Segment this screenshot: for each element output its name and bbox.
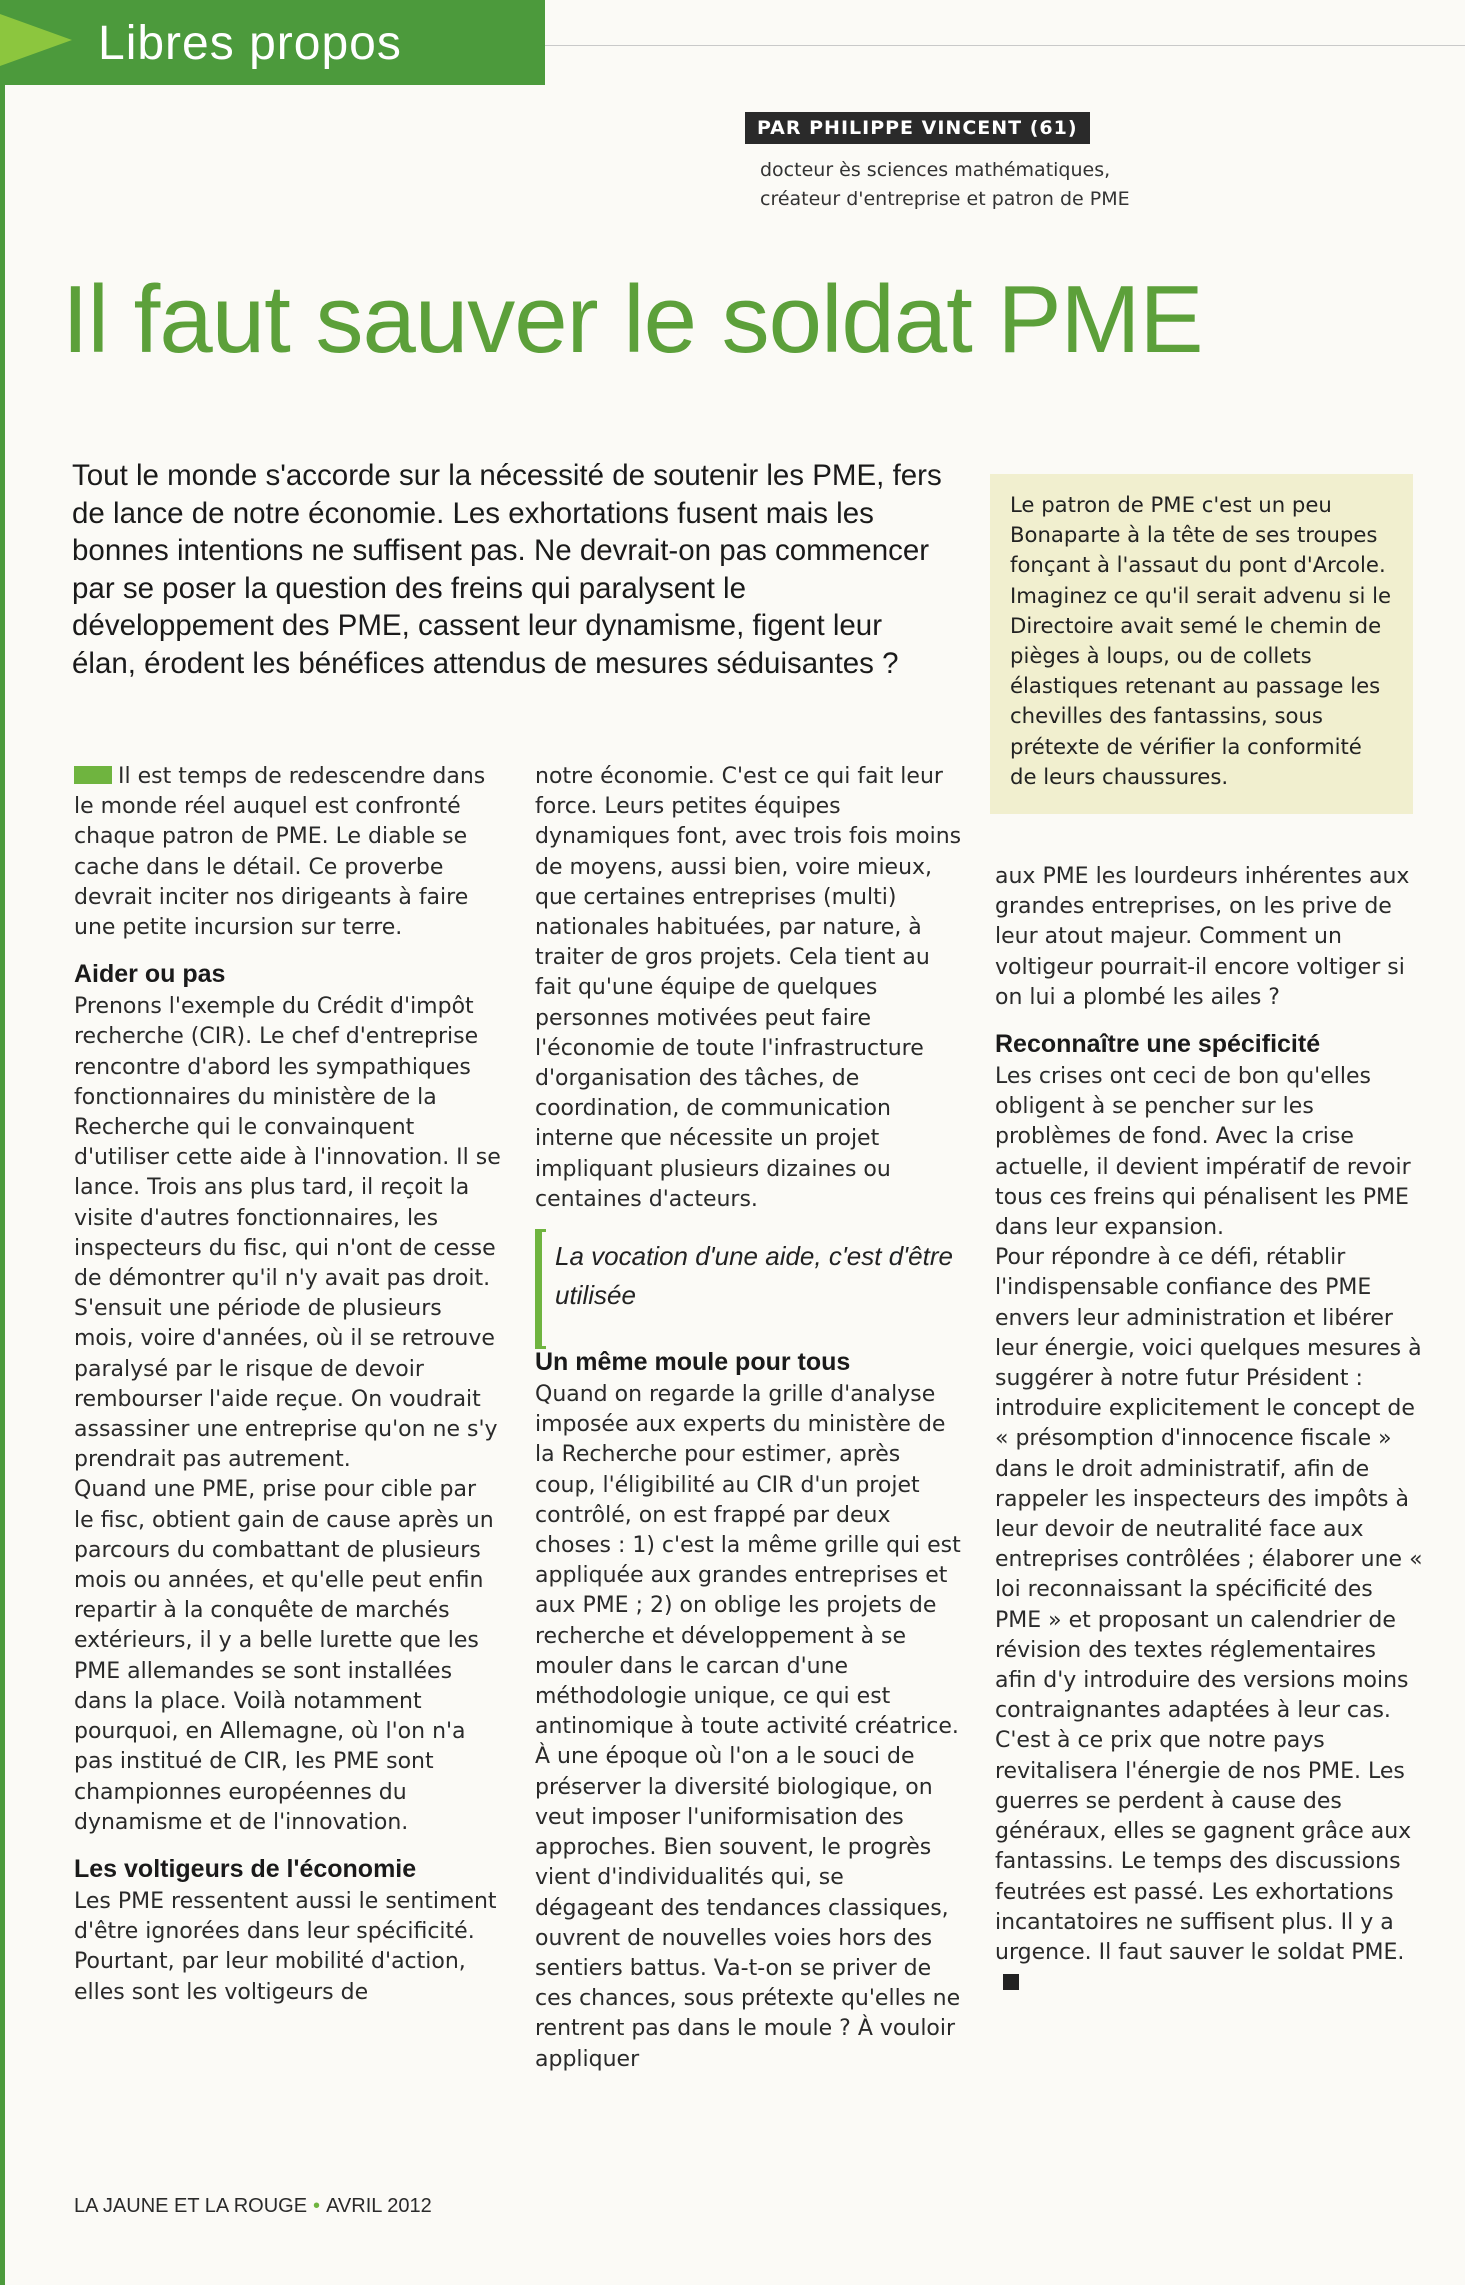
pull-quote-text: La vocation d'une aide, c'est d'être utilisée bbox=[555, 1241, 953, 1311]
author-desc-line: créateur d'entreprise et patron de PME bbox=[760, 188, 1130, 210]
bullet-icon: • bbox=[313, 2195, 321, 2217]
bracket-icon bbox=[535, 1229, 546, 1349]
intro-text: Il est temps de redescendre dans le monde réel auquel est confronté chaque patron de PME. Le diable se cache dans le détail. Ce proverbe devrait inciter nos dirigeants à faire une petite incursion sur terre. bbox=[74, 764, 486, 941]
footer-date: AVRIL 2012 bbox=[326, 2195, 432, 2217]
paragraph: aux PME les lourdeurs inhérentes aux grandes entreprises, on les prive de leur atout majeur. Comment un voltigeur pourrait-il encore voltiger si on lui a plombé les ailes ? bbox=[995, 864, 1410, 1010]
column-3 bbox=[995, 862, 1423, 1998]
author-description bbox=[760, 156, 1360, 214]
intro-paragraph bbox=[74, 762, 502, 943]
end-mark-icon bbox=[1003, 1974, 1019, 1990]
sidebar-quote-box bbox=[990, 474, 1413, 814]
paragraph: Les PME ressentent aussi le sentiment d'être ignorées dans leur spécificité. Pourtant, par leur mobilité d'action, elles sont les voltigeurs de bbox=[74, 1888, 497, 2005]
section-heading: Les voltigeurs de l'économie bbox=[74, 1854, 417, 1883]
author-label: PAR PHILIPPE VINCENT (61) bbox=[745, 112, 1090, 144]
paragraph: notre économie. C'est ce qui fait leur force. Leurs petites équipes dynamiques font, avec trois fois moins de moyens, aussi bien, voire mieux, que certaines entreprises (multi) nationales habituées, par nature, à traiter de gros projets. Cela tient au fait qu'une équipe de quelques personnes motivées peut faire l'économie de toute l'infrastructure d'organisation des tâches, de coordination, de communication interne que nécessite un projet impliquant plusieurs dizaines ou centaines d'acteurs. bbox=[535, 764, 962, 1212]
article-headline: Il faut sauver le soldat PME bbox=[62, 266, 1203, 373]
page-footer bbox=[74, 2195, 432, 2218]
closing-text: Pour répondre à ce défi, rétablir l'indispensable confiance des PME envers leur administration et libérer leur énergie, voici quelques mesures à suggérer à notre futur Président : introduire explicitement le concept de « présomption d'innocence fiscale » dans le droit administratif, afin de rappeler les inspecteurs des impôts à leur devoir de neutralité face aux entreprises contrôlées ; élaborer une « loi reconnaissant la spécificité des PME » et proposant un calendrier de révision des textes réglementaires afin d'y introduire des versions moins contraignantes adaptées à leur cas. C'est à ce prix que notre pays revitalisera l'énergie de nos PME. Les guerres se perdent à cause des généraux, elles se gagnent grâce aux fantassins. Le temps des discussions feutrées est passé. Les exhortations incantatoires ne suffisent plus. Il y a urgence. Il faut sauver le soldat PME. bbox=[995, 1245, 1423, 1965]
author-desc-line: docteur ès sciences mathématiques, bbox=[760, 159, 1111, 181]
section-heading: Reconnaître une spécificité bbox=[995, 1030, 1321, 1059]
green-square-icon bbox=[74, 766, 112, 784]
section-heading: Un même moule pour tous bbox=[535, 1348, 851, 1377]
paragraph: Quand on regarde la grille d'analyse imposée aux experts du ministère de la Recherche pour estimer, après coup, l'éligibilité au CIR d'un projet contrôlé, on est frappé par deux choses : 1) c'est la même grille qui est appliquée aux grandes entreprises et aux PME ; 2) on oblige les projets de recherche et développement à se mouler dans le carcan d'une méthodologie unique, ce qui est antinomique à toute activité créatrice. À une époque où l'on a le souci de préserver la diversité biologique, on veut imposer l'uniformisation des approches. Bien souvent, le progrès vient d'individualités qui, se dégageant des tendances classiques, ouvrent de nouvelles voies hors des sentiers battus. Va-t-on se priver de ces chances, sous prétexte qu'elles ne rentrent pas dans le moule ? À vouloir appliquer bbox=[535, 1382, 961, 2072]
footer-publication: LA JAUNE ET LA ROUGE bbox=[74, 2195, 308, 2217]
closing-paragraph bbox=[995, 1243, 1423, 1998]
page-edge-bar bbox=[0, 85, 5, 2285]
article-lead: Tout le monde s'accorde sur la nécessité de soutenir les PME, fers de lance de notre économie. Les exhortations fusent mais les bonnes intentions ne suffisent pas. Ne devrait-on pas commencer par se poser la question des freins qui paralysent le développement des PME, cassent leur dynamisme, figent leur élan, érodent les bénéfices attendus de mesures séduisantes ? bbox=[72, 459, 942, 680]
paragraph: Prenons l'exemple du Crédit d'impôt recherche (CIR). Le chef d'entreprise rencontre d'abord les sympathiques fonctionnaires du ministère de la Recherche qui le convainquent d'utiliser cette aide à l'innovation. Il se lance. Trois ans plus tard, il reçoit la visite d'autres fonctionnaires, les inspecteurs du fisc, qui n'ont de cesse de démontrer qu'il n'y avait pas droit. S'ensuit une période de plusieurs mois, voire d'années, où il se retrouve paralysé par le risque de devoir rembourser l'aide reçue. On voudrait assassiner une entreprise qu'on ne s'y prendrait pas autrement. bbox=[74, 994, 501, 1473]
column-2 bbox=[535, 762, 963, 2075]
section-heading: Aider ou pas bbox=[74, 960, 226, 989]
rubric-arrow-icon bbox=[0, 14, 72, 66]
paragraph: Quand une PME, prise pour cible par le fisc, obtient gain de cause après un parcours du combattant de plusieurs mois ou années, et qu'elle peut enfin repartir à la conquête de marchés extérieurs, il y a belle lurette que les PME allemandes se sont installées dans la place. Voilà notamment pourquoi, en Allemagne, où l'on n'a pas institué de CIR, les PME sont championnes européennes du dynamisme et de l'innovation. bbox=[74, 1477, 494, 1835]
rubric-title: Libres propos bbox=[98, 17, 402, 70]
sidebar-quote-text: Le patron de PME c'est un peu Bonaparte à la tête de ses troupes fonçant à l'assaut du pont d'Arcole. Imaginez ce qu'il serait advenu si le Directoire avait semé le chemin de pièges à loups, ou de collets élastiques retenant au passage les chevilles des fantassins, sous prétexte de vérifier la conformité de leurs chaussures. bbox=[1010, 492, 1392, 789]
pull-quote bbox=[535, 1237, 963, 1315]
paragraph: Les crises ont ceci de bon qu'elles obligent à se pencher sur les problèmes de fond. Avec la crise actuelle, il devient impératif de revoir tous ces freins qui pénalisent les PME dans leur expansion. bbox=[995, 1064, 1411, 1241]
column-1 bbox=[74, 762, 502, 2008]
header-rule bbox=[545, 45, 1465, 46]
